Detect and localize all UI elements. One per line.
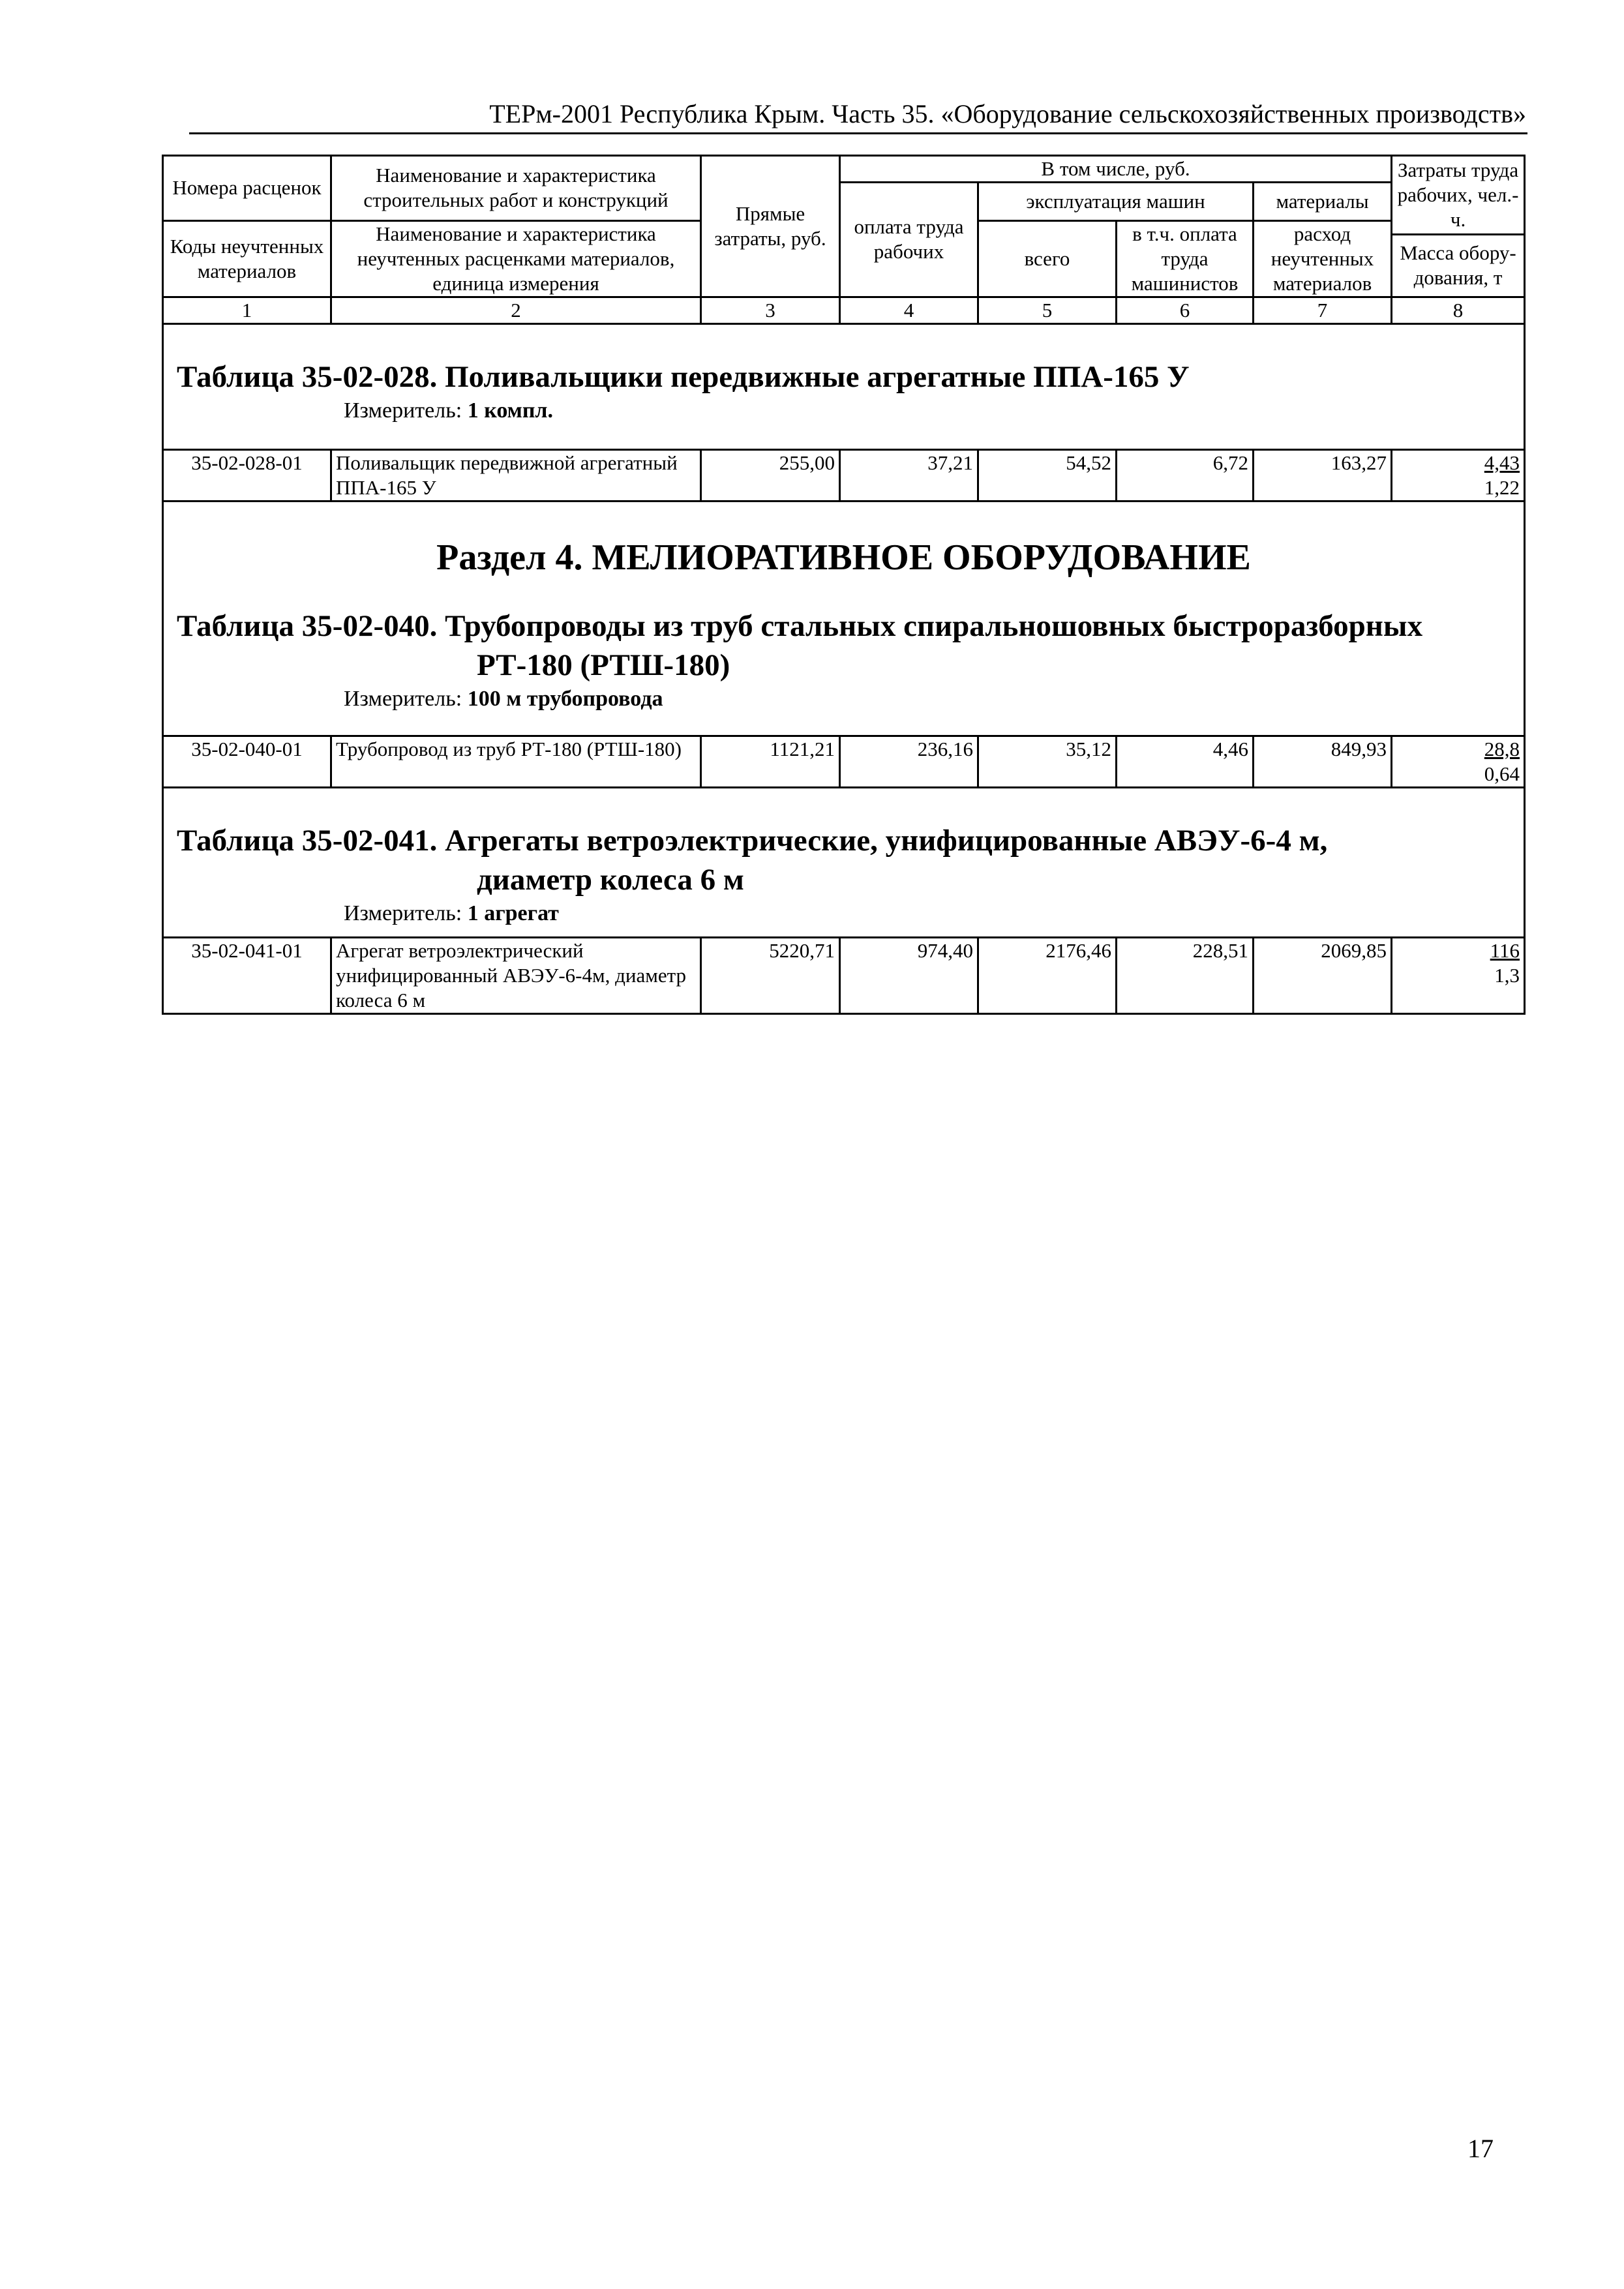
th-labor-pay: оплата труда рабочих xyxy=(840,183,978,297)
col-number: 4 xyxy=(840,297,978,323)
machines-total: 54,52 xyxy=(978,449,1117,501)
th-machines: эксплуатация машин xyxy=(978,183,1254,221)
table-row xyxy=(163,736,1525,787)
table-title: Таблица 35-02-028. Поливальщики передвижные агрегатные ППА-165 У xyxy=(177,359,1190,394)
rate-code: 35-02-040-01 xyxy=(163,736,331,787)
th-rate-numbers: Номера расценок xyxy=(163,156,331,221)
page-number: 17 xyxy=(1467,2134,1494,2163)
machinists-pay: 6,72 xyxy=(1117,449,1254,501)
machinists-pay: 4,46 xyxy=(1117,736,1254,787)
col-number: 2 xyxy=(331,297,701,323)
col-number: 1 xyxy=(163,297,331,323)
measure-unit: Измеритель: 100 м трубопровода xyxy=(344,686,663,711)
price-table xyxy=(162,155,1526,1015)
materials-cost: 2069,85 xyxy=(1254,937,1392,1013)
table-title-row xyxy=(163,787,1525,937)
th-labor-costs: Затраты труда рабочих, чел.-ч. xyxy=(1392,156,1525,235)
section-title: Раздел 4. МЕЛИОРАТИВНОЕ ОБОРУДОВАНИЕ xyxy=(436,537,1251,578)
table-title: Таблица 35-02-041. Агрегаты ветроэлектрические, унифицированные АВЭУ-6-4 м, диаметр колеса 6 м xyxy=(177,823,1328,897)
labor-hours: 28,8 xyxy=(1484,737,1520,760)
column-numbers-row xyxy=(163,297,1525,323)
col-number: 8 xyxy=(1392,297,1525,323)
labor-hours: 4,43 xyxy=(1484,451,1520,474)
rate-code: 35-02-041-01 xyxy=(163,937,331,1013)
equipment-mass: 0,64 xyxy=(1484,762,1520,785)
table-title-row xyxy=(163,323,1525,449)
th-including: В том числе, руб. xyxy=(840,156,1392,183)
labor-mass-cell xyxy=(1392,736,1525,787)
th-works-name: Наименование и характеристика строительных работ и конструкций xyxy=(331,156,701,221)
equipment-mass: 1,22 xyxy=(1484,475,1520,499)
th-direct-costs: Прямые затраты, руб. xyxy=(701,156,840,297)
rate-code: 35-02-028-01 xyxy=(163,449,331,501)
rate-name: Агрегат ветроэлектрический унифицированный АВЭУ-6-4м, диаметр колеса 6 м xyxy=(331,937,701,1013)
table-title: Таблица 35-02-040. Трубопроводы из труб стальных спиральношовных быстроразборных РТ-180 (РТШ-180) xyxy=(177,608,1423,682)
th-materials-consumption: расход неучтенных материалов xyxy=(1254,220,1392,297)
equipment-mass: 1,3 xyxy=(1494,963,1520,987)
th-machines-total: всего xyxy=(978,220,1117,297)
machinists-pay: 228,51 xyxy=(1117,937,1254,1013)
th-materials-name: Наименование и характеристика неучтенных расценками материалов, единица измерения xyxy=(331,220,701,297)
table-row xyxy=(163,937,1525,1013)
direct-costs: 255,00 xyxy=(701,449,840,501)
labor-pay: 236,16 xyxy=(840,736,978,787)
measure-unit: Измеритель: 1 агрегат xyxy=(344,901,559,925)
col-number: 7 xyxy=(1254,297,1392,323)
direct-costs: 5220,71 xyxy=(701,937,840,1013)
labor-mass-cell xyxy=(1392,937,1525,1013)
measure-unit: Измеритель: 1 компл. xyxy=(344,398,554,423)
materials-cost: 849,93 xyxy=(1254,736,1392,787)
table-title-row xyxy=(163,501,1525,736)
th-machinists-pay: в т.ч. оплата труда машинистов xyxy=(1117,220,1254,297)
col-number: 3 xyxy=(701,297,840,323)
labor-hours: 116 xyxy=(1490,938,1520,962)
header-row-1 xyxy=(163,156,1525,183)
rate-name: Трубопровод из труб РТ-180 (РТШ-180) xyxy=(331,736,701,787)
machines-total: 35,12 xyxy=(978,736,1117,787)
th-material-codes: Коды неучтенных материалов xyxy=(163,220,331,297)
materials-cost: 163,27 xyxy=(1254,449,1392,501)
direct-costs: 1121,21 xyxy=(701,736,840,787)
page-header: ТЕРм-2001 Республика Крым. Часть 35. «Оборудование сельскохозяйственных производств» xyxy=(489,99,1526,128)
table-row xyxy=(163,449,1525,501)
rate-name: Поливальщик передвижной агрегатный ППА-165 У xyxy=(331,449,701,501)
machines-total: 2176,46 xyxy=(978,937,1117,1013)
labor-mass-cell xyxy=(1392,449,1525,501)
labor-pay: 37,21 xyxy=(840,449,978,501)
th-equipment-mass: Масса обору-дования, т xyxy=(1392,234,1525,297)
col-number: 5 xyxy=(978,297,1117,323)
labor-pay: 974,40 xyxy=(840,937,978,1013)
th-materials: материалы xyxy=(1254,183,1392,221)
header-rule xyxy=(189,132,1527,134)
col-number: 6 xyxy=(1117,297,1254,323)
